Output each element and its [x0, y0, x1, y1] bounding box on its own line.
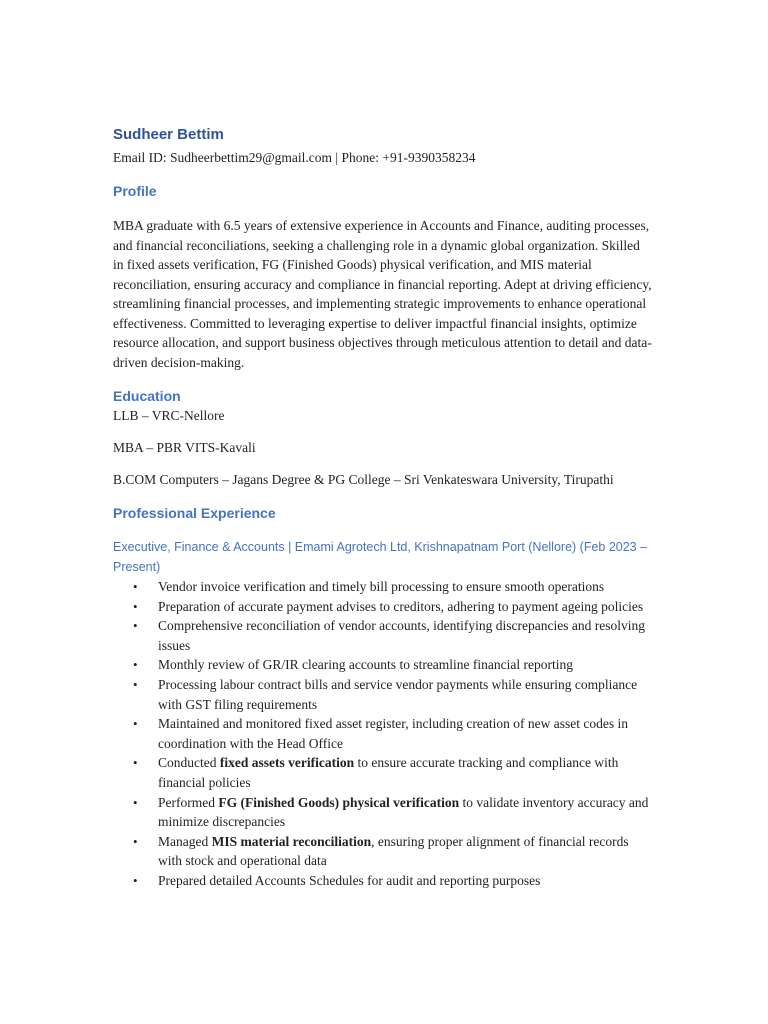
duty-text: Preparation of accurate payment advises to creditors, adhering to payment ageing policies — [158, 598, 644, 614]
education-heading: Education — [113, 388, 181, 404]
bullet-icon: • — [133, 676, 138, 692]
bullet-icon: • — [133, 794, 138, 810]
duty-item — [113, 753, 653, 792]
education-item-llb: LLB – VRC-Nellore — [113, 408, 225, 423]
duty-text: Vendor invoice verification and timely bill processing to ensure smooth operations — [158, 579, 605, 594]
bullet-icon: • — [133, 872, 138, 888]
duty-text: Prepared detailed Accounts Schedules for audit and reporting purposes — [158, 872, 541, 888]
duty-text-post: to validate inventory accuracy and minimize discrepancies — [158, 794, 649, 830]
job-title: Executive, Finance & Accounts | Emami Agrotech Ltd, Krishnapatnam Port (Nellore) (Feb 2023 – Present) — [113, 540, 648, 574]
bullet-icon: • — [133, 657, 138, 673]
duty-item — [113, 616, 653, 655]
duty-item — [113, 675, 653, 714]
candidate-name: Sudheer Bettim — [113, 126, 224, 143]
duty-item — [113, 714, 653, 753]
duty-text-bold: fixed assets verification — [219, 755, 355, 771]
bullet-icon: • — [133, 716, 138, 732]
bullet-icon: • — [133, 755, 138, 771]
duty-text-bold: MIS material reconciliation — [211, 833, 372, 849]
duty-item — [113, 655, 653, 675]
experience-heading: Professional Experience — [113, 505, 276, 521]
duty-text: Processing labour contract bills and service vendor payments while ensuring compliance with GST filing requirements — [158, 676, 638, 712]
duty-text-pre: Managed — [158, 833, 212, 849]
bullet-icon: • — [133, 833, 138, 849]
education-item-bcom: B.COM Computers – Jagans Degree & PG College – Sri Venkateswara University, Tirupathi — [113, 472, 614, 487]
bullet-icon: • — [133, 579, 138, 594]
bullet-icon: • — [133, 618, 138, 634]
duty-item — [113, 871, 653, 891]
duty-item — [113, 793, 653, 832]
duty-text-post: , ensuring proper alignment of financial records with stock and operational data — [158, 833, 629, 869]
duty-item — [113, 832, 653, 871]
duty-text: Maintained and monitored fixed asset register, including creation of new asset codes in coordination with the Head Office — [158, 716, 628, 751]
duty-text: Comprehensive reconciliation of vendor accounts, identifying discrepancies and resolving issues — [158, 618, 645, 653]
education-item-mba: MBA – PBR VITS-Kavali — [113, 440, 256, 455]
duty-text-post: to ensure accurate tracking and compliance with financial policies — [158, 755, 619, 790]
duty-item — [113, 597, 653, 617]
duty-text: Monthly review of GR/IR clearing accounts to streamline financial reporting — [158, 657, 573, 673]
profile-text: MBA graduate with 6.5 years of extensive experience in Accounts and Finance, auditing processes, and financial reconciliations, seeking a challenging role in a dynamic global organization. Skilled in fixed assets verification, FG (Finished Goods) physical verification, and MIS material reconciliation, ensuring accuracy and compliance in financial reporting. Adept at driving efficiency, streamlining financial processes, and implementing strategic improvements to enhance operational effectiveness. Committed to leveraging expertise to deliver impactful financial insights, optimize resource allocation, and support business objectives through meticulous attention to detail and data-driven decision-making. — [113, 218, 652, 370]
resume-page — [113, 125, 653, 891]
duty-text-pre: Conducted — [158, 755, 220, 771]
duties-list — [113, 577, 653, 891]
contact-line: Email ID: Sudheerbettim29@gmail.com | Phone: +91-9390358234 — [113, 150, 476, 165]
duty-text-bold: FG (Finished Goods) physical verification — [218, 794, 460, 810]
duty-item — [113, 577, 653, 597]
profile-heading: Profile — [113, 183, 157, 199]
bullet-icon: • — [133, 598, 138, 614]
duty-text-pre: Performed — [158, 794, 219, 810]
